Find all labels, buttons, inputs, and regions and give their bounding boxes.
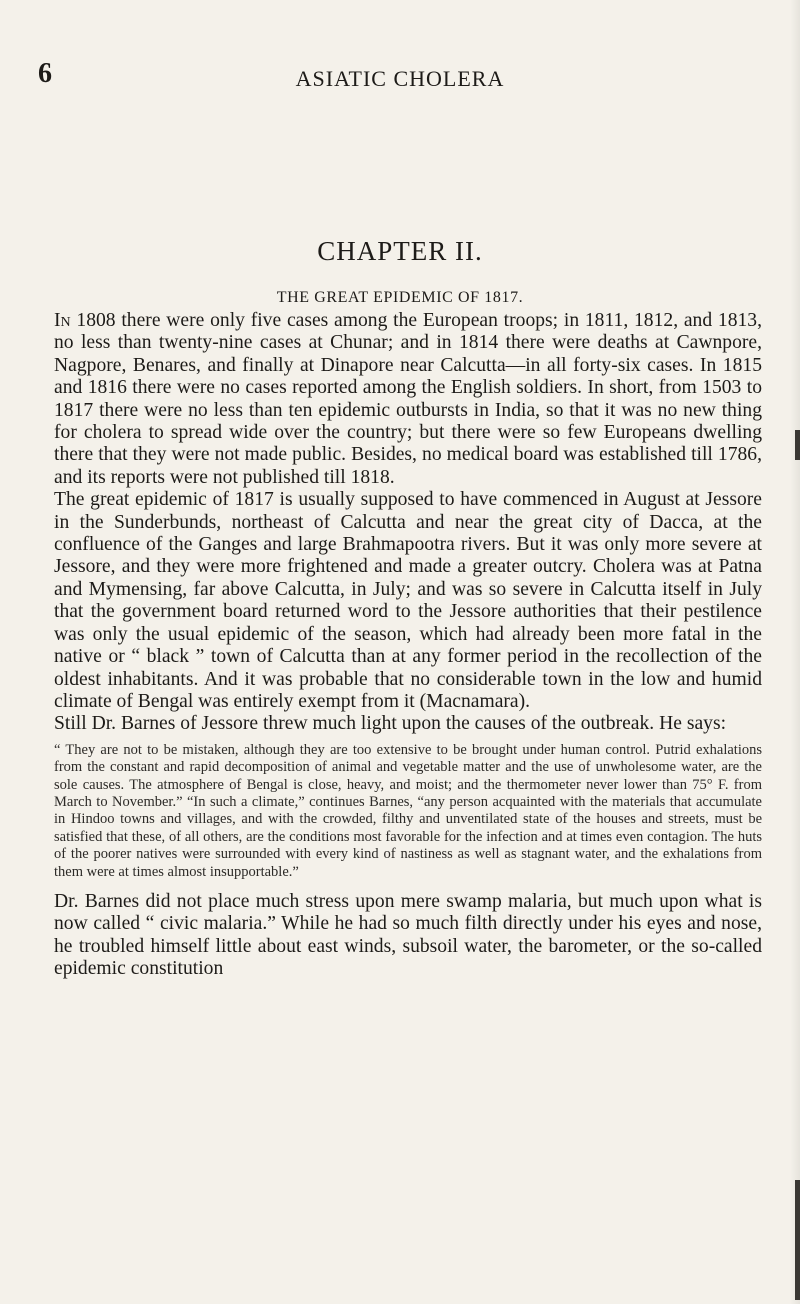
body-text: [54, 310, 762, 981]
chapter-title: CHAPTER II.: [317, 236, 483, 266]
block-quote: “ They are not to be mistaken, although they are too extensive to be brought under human control. Putrid exhalations from the constant and rapid decomposition of animal and vegetable matter and the use of unwholesome water, are the sole causes. The atmosphere of Bengal is close, heavy, and moist; and the thermometer never lower than 75° F. from March to November.” “In such a climate,” continues Barnes, “any person acquainted with the materials that accumulate in Hindoo towns and villages, and with the crowded, filthy and unventilated state of the houses and streets, must be satisfied that these, of all others, are the conditions most favorable for the infection and at times even contagion. The huts of the poorer natives were surrounded with every kind of nastiness as well as stagnant water, and the exhalations from them were at times almost insupportable.”: [54, 741, 762, 880]
paragraph-3: Still Dr. Barnes of Jessore threw much light upon the causes of the outbreak. He says:: [54, 713, 727, 735]
chapter-subtitle: THE GREAT EPIDEMIC OF 1817.: [276, 289, 524, 306]
page-number: 6: [38, 58, 52, 89]
paragraph-1: [54, 310, 762, 489]
page-edge-shadow: [790, 0, 800, 1304]
page-edge-mark: [795, 1180, 800, 1300]
page-edge-mark: [795, 430, 800, 460]
closing-paragraph: Dr. Barnes did not place much stress upon mere swamp malaria, but much upon what is now called “ civic malaria.” While he had so much filth directly under his eyes and nose, he troubled himself little about east winds, subsoil water, the barometer, or the so-called epidemic constitution: [54, 890, 762, 980]
paragraph-1-lead: In: [54, 310, 71, 331]
paragraph-2: The great epidemic of 1817 is usually supposed to have commenced in August at Jessore in the Sunderbunds, northeast of Calcutta and near the great city of Dacca, at the confluence of the Ganges and large Brahmapootra rivers. But it was only more severe at Jessore, and they were more frightened and made a greater outcry. Cholera was at Patna and Mymensing, far above Calcutta, in July; and was so severe in Calcutta itself in July that the government board returned word to the Jessore authorities that their pestilence was only the usual epidemic of the season, which had already been more fatal in the native or “ black ” town of Calcutta than at any former period in the recollection of the oldest inhabitants. And it was probable that no considerable town in the low and humid climate of Bengal was entirely exempt from it (Macnamara).: [54, 489, 762, 712]
paragraph-1-text: 1808 there were only five cases among the European troops; in 1811, 1812, and 1813, no less than twenty-nine cases at Chunar; and in 1814 there were deaths at Cawnpore, Nagpore, Benares, and finally at Dinapore near Calcutta—in all forty-six cases. In 1815 and 1816 there were no cases reported among the English soldiers. In short, from 1503 to 1817 there were no less than ten epidemic outbursts in India, so that it was no new thing for cholera to spread wide over the country; but there were so few Europeans dwelling there that they were not made public. Besides, no medical board was established till 1786, and its reports were not published till 1818.: [54, 310, 762, 488]
running-head: ASIATIC CHOLERA: [295, 66, 505, 91]
